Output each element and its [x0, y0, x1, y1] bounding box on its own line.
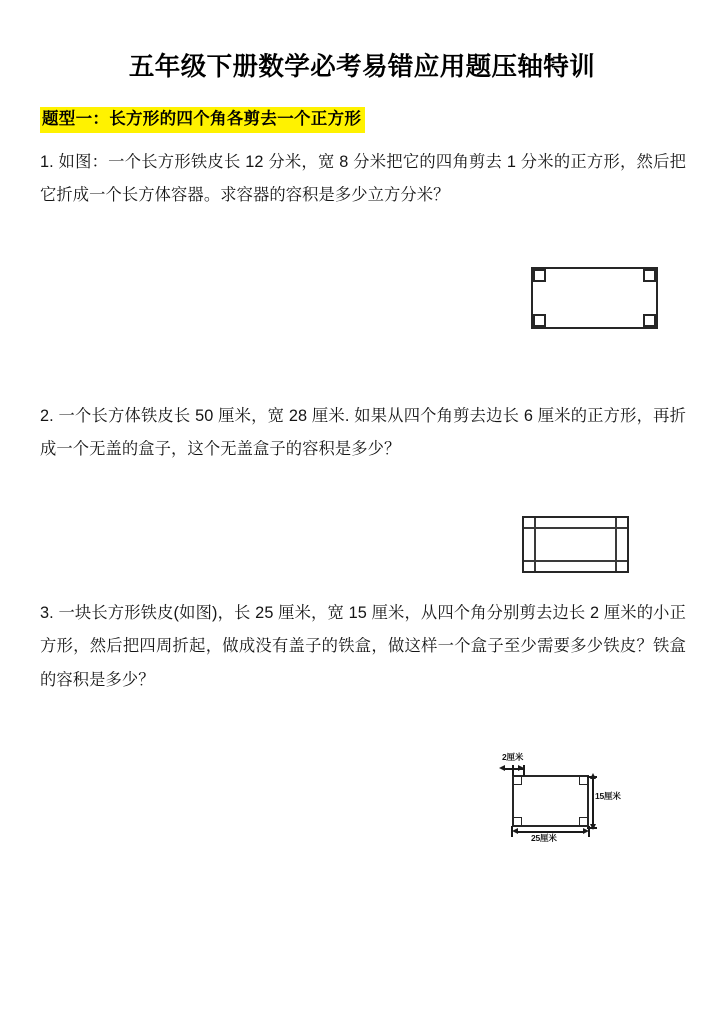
dimension-label-width: 15厘米: [595, 791, 621, 801]
figure-rectangle-corner-squares-1: [531, 267, 658, 329]
page-title: 五年级下册数学必考易错应用题压轴特训: [128, 53, 596, 81]
figure-rectangle-fold-lines-2: [522, 516, 629, 573]
figure-dimensioned-rectangle-3: [495, 748, 670, 848]
corner-square-bottom-right: [579, 817, 588, 826]
dimension-tick-top: [512, 765, 514, 776]
rectangle-outline: [522, 516, 629, 573]
problem-text-1: 1. 如图：一个长方形铁皮长 12 分米，宽 8 分米把它的四角剪去 1 分米的正方形，然后把它折成一个长方体容器。求容器的容积是多少立方分米？: [40, 153, 686, 205]
section-heading-highlighted: 题型一：长方形的四个角各剪去一个正方形: [40, 107, 365, 133]
dimension-tick-top-2: [523, 765, 525, 776]
corner-square-top-left: [533, 269, 546, 282]
problem-text-2: 2. 一个长方体铁皮长 50 厘米，宽 28 厘米. 如果从四个角剪去边长 6 厘米的正方形，再折成一个无盖的盒子，这个无盖盒子的容积是多少？: [40, 407, 686, 459]
dimension-label-length: 25厘米: [531, 833, 557, 843]
fold-line-vertical-right: [615, 518, 617, 571]
dimension-tick-bottom-left: [511, 826, 513, 837]
rectangle-outline: [531, 267, 658, 329]
fold-line-horizontal-bottom: [524, 560, 627, 562]
dimension-tick-bottom-right: [588, 826, 590, 837]
dimension-line-bottom: [517, 831, 584, 833]
dimension-label-cut-size: 2厘米: [502, 752, 524, 762]
corner-square-top-left: [513, 776, 522, 785]
dimension-arrow-bottom-left: [512, 828, 518, 834]
fold-line-horizontal-top: [524, 527, 627, 529]
fold-line-vertical-left: [534, 518, 536, 571]
corner-square-bottom-left: [533, 314, 546, 327]
problem-text-3: 3. 一块长方形铁皮(如图)，长 25 厘米，宽 15 厘米，从四个角分别剪去边长 2 厘米的小正方形，然后把四周折起，做成没有盖子的铁盒，做这样一个盒子至少需要多少铁皮？铁盒的容积是多少？: [40, 604, 686, 689]
rectangle-body: [512, 775, 589, 827]
corner-square-bottom-right: [643, 314, 656, 327]
corner-square-bottom-left: [513, 817, 522, 826]
corner-square-top-right: [643, 269, 656, 282]
dimension-line-right: [592, 778, 594, 827]
dimension-arrow-top-left: [499, 765, 505, 771]
dimension-tick-right-top: [587, 776, 597, 778]
rectangle-outline: [512, 775, 589, 827]
